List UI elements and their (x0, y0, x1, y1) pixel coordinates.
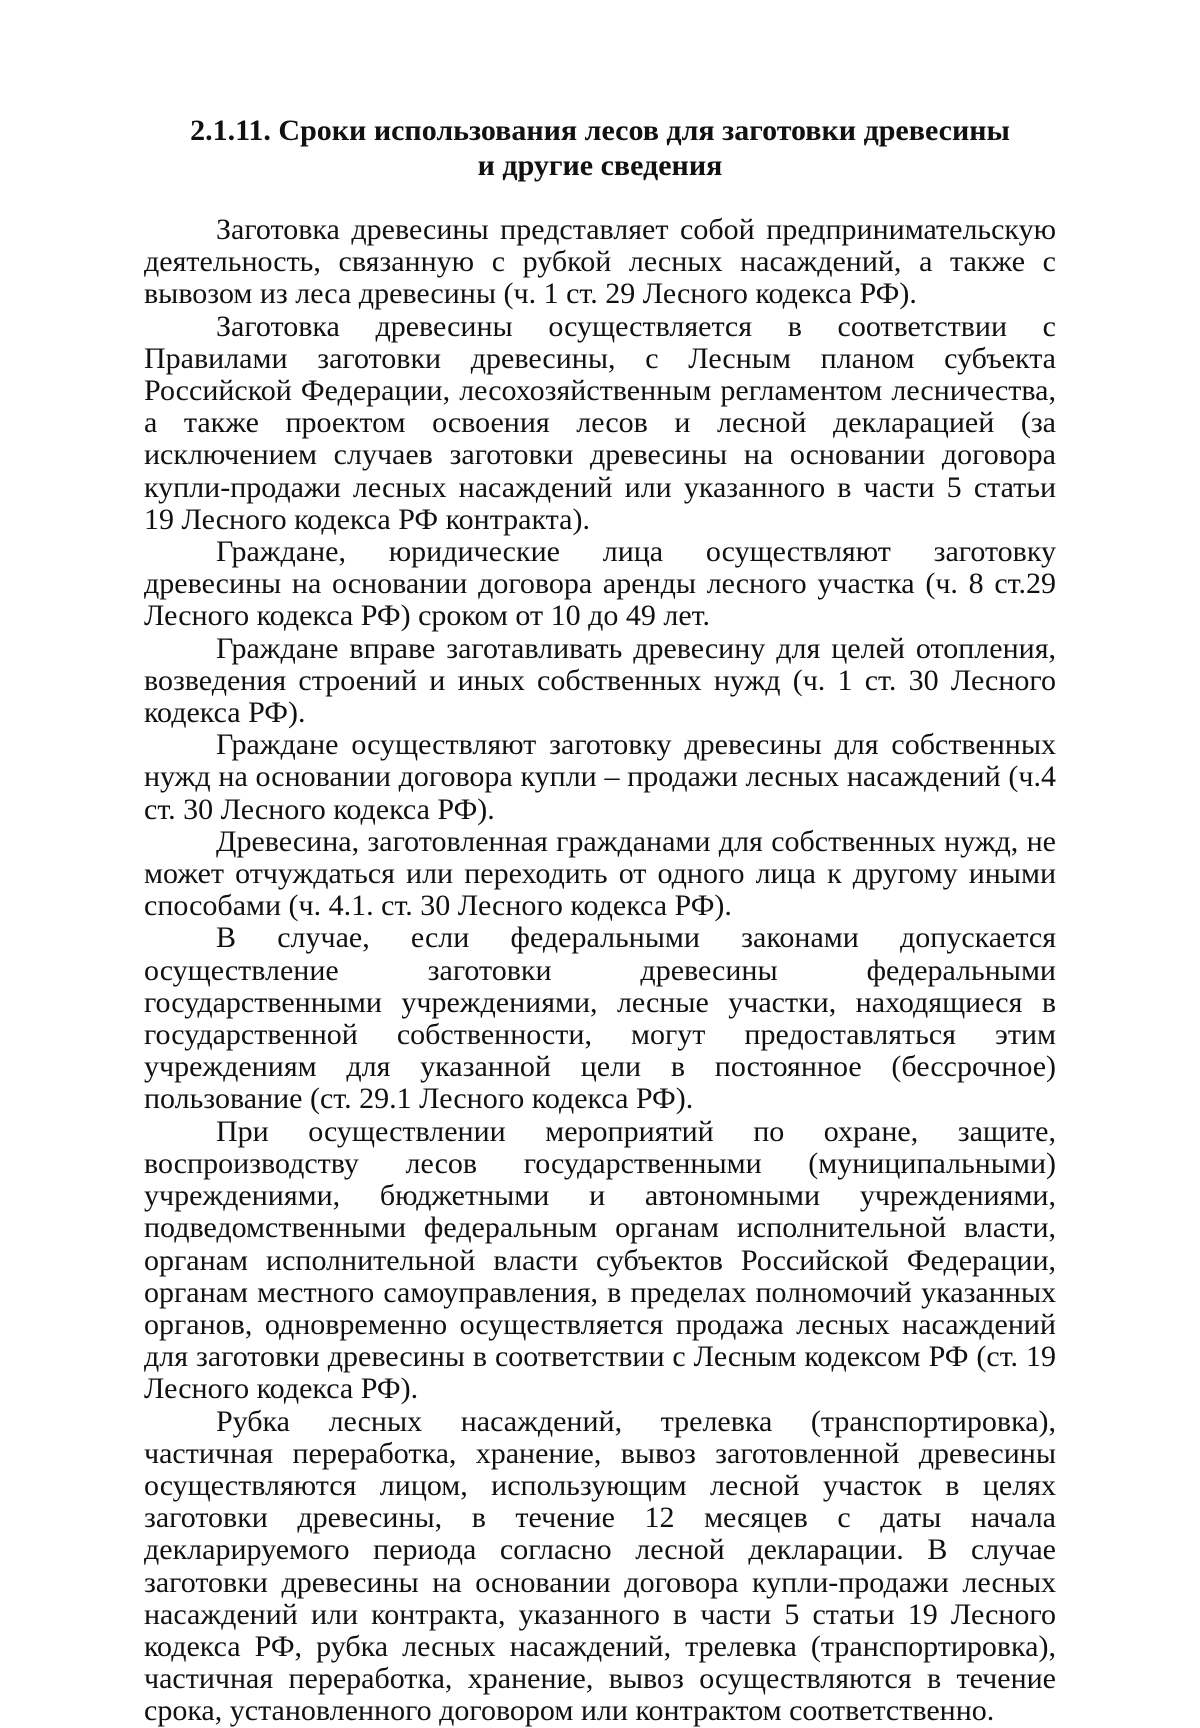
paragraph-8: При осуществлении мероприятий по охране, защите, воспроизводству лесов государственными (муниципальными) учреждениями, бюджетными и автономными учреждениями, подведомственными федеральным органам исполнительной власти, органам исполнительной власти субъектов Российской Федерации, органам местного самоуправления, в пределах полномочий указанных органов, одновременно осуществляется продажа лесных насаждений для заготовки древесины в соответствии с Лесным кодексом РФ (ст. 19 Лесного кодекса РФ). (144, 1114, 1056, 1406)
body-text (144, 214, 1056, 1728)
section-heading-line-1: 2.1.11. Сроки использования лесов для заготовки древесины (190, 114, 1010, 147)
paragraph-3: Граждане, юридические лица осуществляют заготовку древесины на основании договора аренды лесного участка (ч. 8 ст.29 Лесного кодекса РФ) сроком от 10 до 49 лет. (144, 535, 1056, 633)
paragraph-7: В случае, если федеральными законами допускается осуществление заготовки древесины федеральными государственными учреждениями, лесные участки, находящиеся в государственной собственности, могут предоставляться этим учреждениям для указанной цели в постоянное (бессрочное) пользование (ст. 29.1 Лесного кодекса РФ). (144, 921, 1056, 1116)
paragraph-9: Рубка лесных насаждений, трелевка (транспортировка), частичная переработка, хранение, вывоз заготовленной древесины осуществляются лицом, использующим лесной участок в целях заготовки древесины, в течение 12 месяцев с даты начала декларируемого периода согласно лесной декларации. В случае заготовки древесины на основании договора купли-продажи лесных насаждений или контракта, указанного в части 5 статьи 19 Лесного кодекса РФ, рубка лесных насаждений, трелевка (транспортировка), частичная переработка, хранение, вывоз осуществляются в течение срока, установленного договором или контрактом соответственно. (144, 1404, 1056, 1728)
paragraph-4: Граждане вправе заготавливать древесину для целей отопления, возведения строений и иных собственных нужд (ч. 1 ст. 30 Лесного кодекса РФ). (144, 631, 1056, 730)
section-heading (0, 113, 1200, 183)
paragraph-6: Древесина, заготовленная гражданами для собственных нужд, не может отчуждаться или переходить от одного лица к другому иными способами (ч. 4.1. ст. 30 Лесного кодекса РФ). (144, 824, 1056, 923)
paragraph-1: Заготовка древесины представляет собой предпринимательскую деятельность, связанную с рубкой лесных насаждений, а также с вывозом из леса древесины (ч. 1 ст. 29 Лесного кодекса РФ). (144, 213, 1056, 311)
paragraph-5: Граждане осуществляют заготовку древесины для собственных нужд на основании договора купли – продажи лесных насаждений (ч.4 ст. 30 Лесного кодекса РФ). (144, 728, 1056, 826)
paragraph-2: Заготовка древесины осуществляется в соответствии с Правилами заготовки древесины, с Лесным планом субъекта Российской Федерации, лесохозяйственным регламентом лесничества, а также проектом освоения лесов и лесной декларацией (за исключением случаев заготовки древесины на основании договора купли-продажи лесных насаждений или указанного в части 5 статьи 19 Лесного кодекса РФ контракта). (144, 309, 1056, 536)
section-heading-line-2: и другие сведения (477, 149, 723, 182)
